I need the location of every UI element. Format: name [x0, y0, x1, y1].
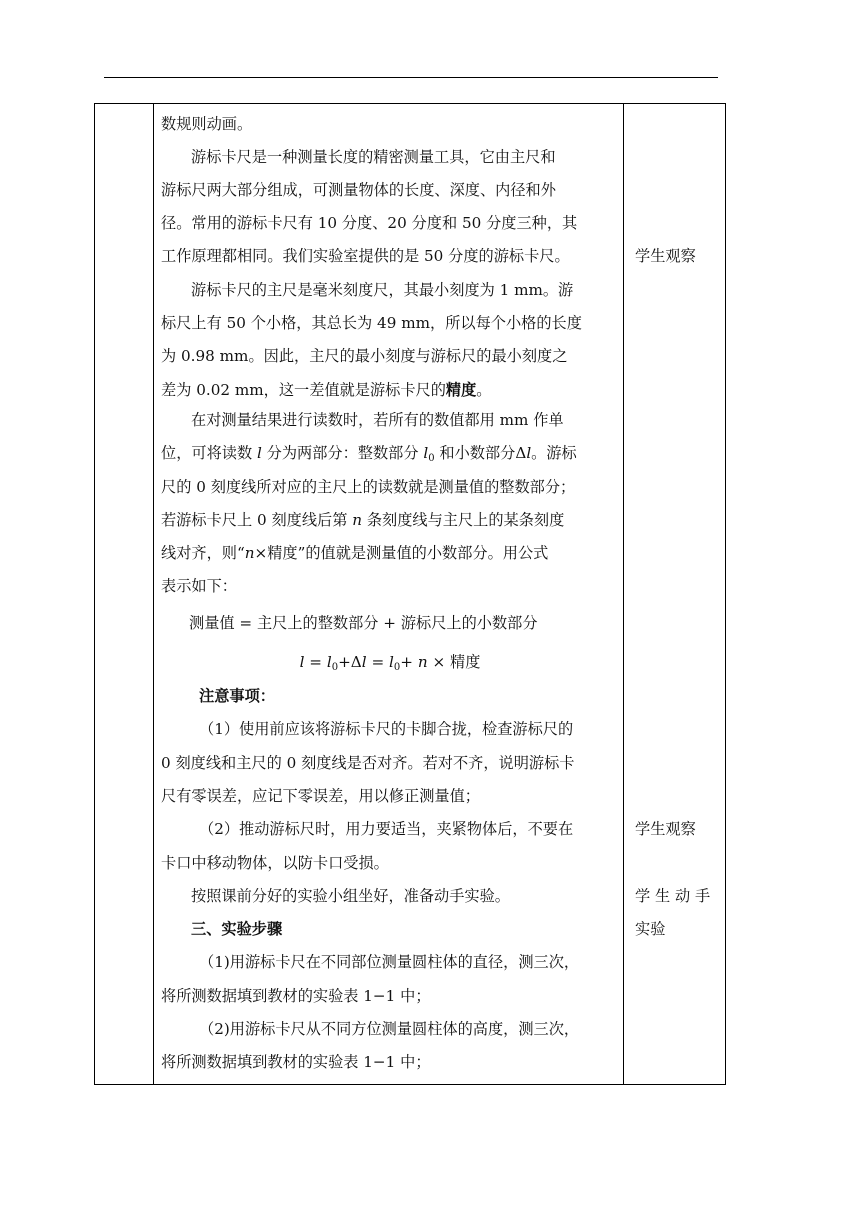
text-line: 尺有零误差，应记下零误差，用以修正测量值； — [161, 787, 480, 805]
formula-symbols: $l = l_0+\Delta l = l_0+ n$ × 精度 — [299, 653, 481, 673]
text-line: 将所测数据填到教材的实验表 1−1 中； — [161, 1053, 431, 1071]
student-activity: 学 生 动 手 — [635, 887, 711, 905]
text-line: 按照课前分好的实验小组坐好，准备动手实验。 — [191, 887, 510, 905]
text-line: 表示如下： — [161, 577, 237, 595]
text-line: 若游标卡尺上 0 刻度线后第 n 条刻度线与主尺上的某条刻度 — [161, 511, 565, 529]
text-line: 游标尺两大部分组成，可测量物体的长度、深度、内径和外 — [161, 181, 556, 199]
formula-words: 测量值 = 主尺上的整数部分 + 游标尺上的小数部分 — [189, 614, 538, 632]
text-line: （1）使用前应该将游标卡尺的卡脚合拢，检查游标尺的 — [199, 720, 574, 738]
text-line: 尺的 0 刻度线所对应的主尺上的读数就是测量值的整数部分； — [161, 478, 576, 496]
text-line: 卡口中移动物体，以防卡口受损。 — [161, 854, 389, 872]
text-line: 游标卡尺的主尺是毫米刻度尺，其最小刻度为 1 mm。游 — [191, 281, 574, 299]
lesson-table — [94, 103, 726, 1085]
text-line: 0 刻度线和主尺的 0 刻度线是否对齐。若对不齐，说明游标卡 — [161, 754, 575, 772]
text-line: 工作原理都相同。我们实验室提供的是 50 分度的游标卡尺。 — [161, 247, 570, 265]
term-precision: 精度 — [445, 381, 477, 399]
text-line: 将所测数据填到教材的实验表 1−1 中； — [161, 987, 431, 1005]
text-line: 线对齐，则“n×精度”的值就是测量值的小数部分。用公式 — [161, 544, 549, 562]
text-line: 差为 0.02 mm，这一差值就是游标卡尺的精度。 — [161, 381, 492, 399]
text-line: 标尺上有 50 个小格，其总长为 49 mm，所以每个小格的长度 — [161, 314, 582, 332]
text-line: 数规则动画。 — [161, 115, 253, 133]
student-activity: 实验 — [635, 920, 666, 938]
text-line: （1)用游标卡尺在不同部位测量圆柱体的直径，测三次， — [199, 953, 580, 971]
section-heading: 三、实验步骤 — [191, 920, 283, 938]
text-line: （2）推动游标尺时，用力要适当，夹紧物体后，不要在 — [199, 820, 574, 838]
text-line: 径。常用的游标卡尺有 10 分度、20 分度和 50 分度三种，其 — [161, 214, 578, 232]
text-line: 在对测量结果进行读数时，若所有的数值都用 mm 作单 — [191, 411, 564, 429]
text-line: （2)用游标卡尺从不同方位测量圆柱体的高度，测三次， — [199, 1020, 580, 1038]
notice-heading: 注意事项： — [199, 687, 275, 705]
text-line: 为 0.98 mm。因此，主尺的最小刻度与游标尺的最小刻度之 — [161, 347, 568, 365]
column-divider-2 — [623, 104, 624, 1084]
column-divider-1 — [153, 104, 154, 1084]
student-activity: 学生观察 — [635, 820, 696, 838]
text-line: 位，可将读数 l 分为两部分：整数部分 $l_0$ 和小数部分Δl。游标 — [161, 444, 577, 464]
text-line: 游标卡尺是一种测量长度的精密测量工具，它由主尺和 — [191, 148, 556, 166]
student-activity: 学生观察 — [635, 247, 696, 265]
header-rule — [104, 77, 718, 78]
